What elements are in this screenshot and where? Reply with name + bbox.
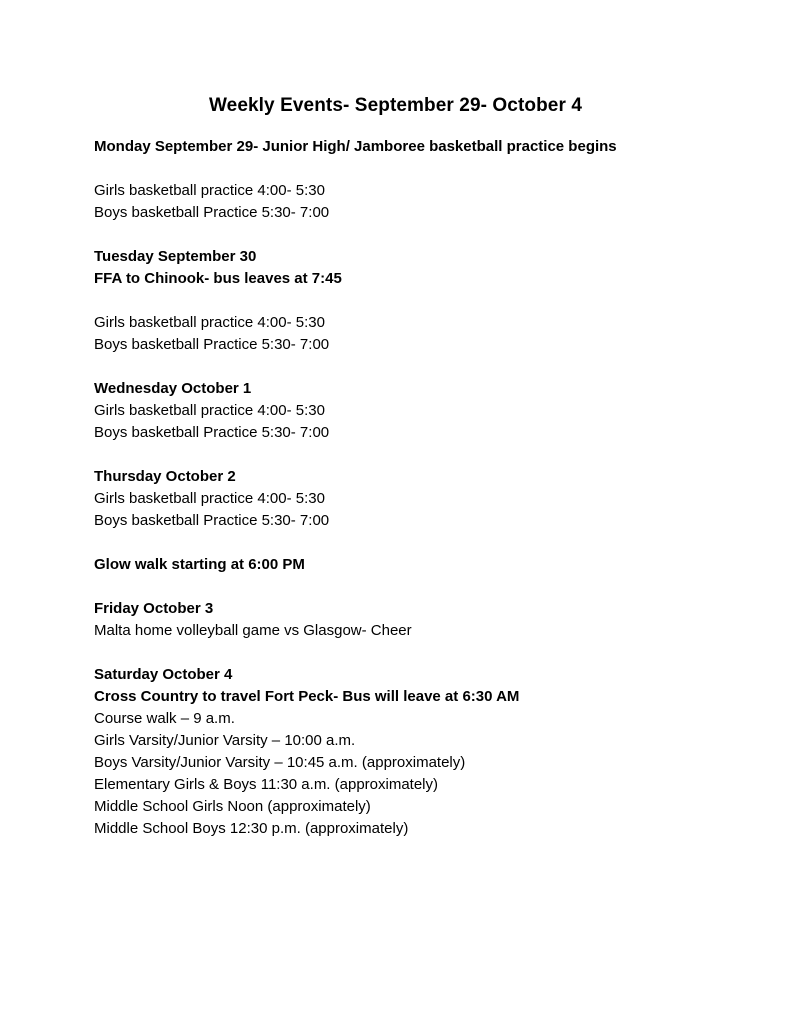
document-line: Girls basketball practice 4:00- 5:30 [94, 490, 325, 507]
document-line: Friday October 3 [94, 600, 214, 617]
document-line: Elementary Girls & Boys 11:30 a.m. (approximately) [94, 776, 439, 793]
blank-line [94, 576, 697, 598]
document-line: Glow walk starting at 6:00 PM [94, 556, 305, 573]
document-line: Girls basketball practice 4:00- 5:30 [94, 314, 325, 331]
document-line: Boys basketball Practice 5:30- 7:00 [94, 204, 330, 221]
document-line: Cross Country to travel Fort Peck- Bus will leave at 6:30 AM [94, 688, 520, 705]
blank-line [94, 356, 697, 378]
document-line: Tuesday September 30 [94, 248, 257, 265]
blank-line [94, 224, 697, 246]
blank-line [94, 532, 697, 554]
document-line: Middle School Boys 12:30 p.m. (approximately) [94, 820, 409, 837]
document-line: Thursday October 2 [94, 468, 236, 485]
document-line: Boys basketball Practice 5:30- 7:00 [94, 512, 330, 529]
document-line: Monday September 29- Junior High/ Jamboree basketball practice begins [94, 138, 617, 155]
blank-line [94, 290, 697, 312]
document-line: Boys basketball Practice 5:30- 7:00 [94, 336, 330, 353]
document-title: Weekly Events- September 29- October 4 [208, 95, 583, 116]
document-line: Girls basketball practice 4:00- 5:30 [94, 402, 325, 419]
blank-line [94, 444, 697, 466]
document-line: Malta home volleyball game vs Glasgow- Cheer [94, 622, 412, 639]
document-line: Wednesday October 1 [94, 380, 252, 397]
document-line: Course walk – 9 a.m. [94, 710, 235, 727]
document-line: Saturday October 4 [94, 666, 233, 683]
document-body [94, 136, 697, 840]
document-line: FFA to Chinook- bus leaves at 7:45 [94, 270, 342, 287]
document-line: Girls Varsity/Junior Varsity – 10:00 a.m. [94, 732, 356, 749]
document-line: Boys Varsity/Junior Varsity – 10:45 a.m. (approximately) [94, 754, 466, 771]
blank-line [94, 158, 697, 180]
document-line: Middle School Girls Noon (approximately) [94, 798, 371, 815]
blank-line [94, 642, 697, 664]
document-line: Boys basketball Practice 5:30- 7:00 [94, 424, 330, 441]
document-line: Girls basketball practice 4:00- 5:30 [94, 182, 325, 199]
